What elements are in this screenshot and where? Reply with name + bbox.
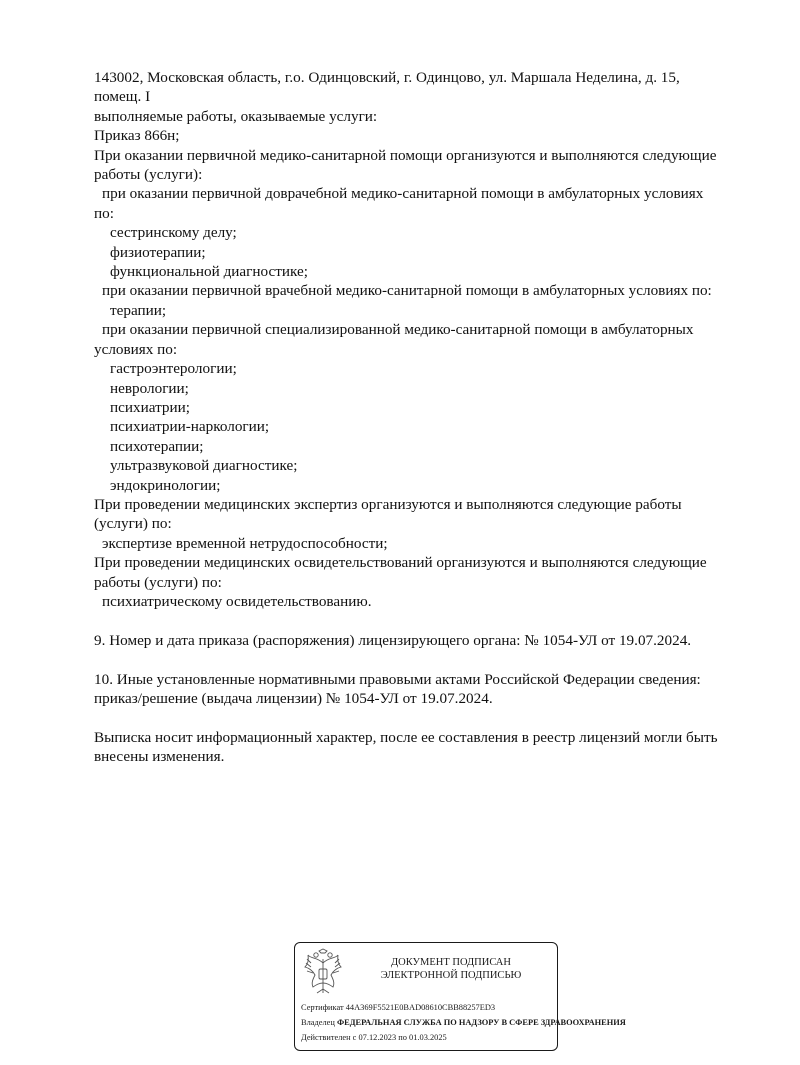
service-list-item: гастроэнтерологии;	[110, 360, 237, 378]
stamp-heading-line: ЭЛЕКТРОННОЙ ПОДПИСЬЮ	[380, 970, 522, 981]
disclaimer-note: Выписка носит информационный характер, после ее составления в реестр лицензий могли быть	[94, 728, 718, 746]
validity-row: Действителен с 07.12.2023 по 01.03.2025	[301, 1033, 447, 1042]
paragraph-gap	[94, 650, 754, 669]
order-reference: Приказ 866н;	[94, 127, 180, 145]
service-list-item: неврологии;	[110, 379, 189, 397]
specialized-care-heading: при оказании первичной специализированной медико-санитарной помощи в амбулаторных	[102, 321, 694, 339]
service-list-item: психотерапии;	[110, 437, 204, 455]
service-list-item: ультразвуковой диагностике;	[110, 457, 298, 475]
expertise-intro: (услуги) по:	[94, 515, 172, 533]
other-info-paragraph: приказ/решение (выдача лицензии) № 1054-УЛ от 19.07.2024.	[94, 689, 493, 707]
owner-value: ФЕДЕРАЛЬНАЯ СЛУЖБА ПО НАДЗОРУ В СФЕРЕ ЗДРАВООХРАНЕНИЯ	[336, 1018, 626, 1027]
address-line: 143002, Московская область, г.о. Одинцовский, г. Одинцово, ул. Маршала Неделина, д. 15,	[94, 69, 680, 86]
disclaimer-note: внесены изменения.	[94, 748, 225, 766]
service-list-item: физиотерапии;	[110, 243, 206, 261]
double-headed-eagle-icon	[303, 949, 343, 999]
owner-label: Владелец	[301, 1018, 335, 1027]
stamp-heading	[355, 956, 547, 982]
examination-intro: При проведении медицинских освидетельствований организуются и выполняются следующие	[94, 554, 707, 572]
paragraph-gap	[94, 611, 754, 630]
service-list-item: экспертизе временной нетрудоспособности;	[102, 534, 388, 552]
license-extract-body	[94, 68, 754, 767]
prehospital-care-heading: по:	[94, 204, 114, 222]
examination-intro: работы (услуги) по:	[94, 573, 222, 591]
certificate-value: 44A369F5521E0BAD08610CBB88257ED3	[345, 1003, 496, 1012]
address-line: помещ. I	[94, 88, 151, 106]
service-list-item: психиатрии;	[110, 398, 190, 416]
paragraph-gap	[94, 708, 754, 727]
physician-care-heading: при оказании первичной врачебной медико-санитарной помощи в амбулаторных условиях по:	[102, 282, 712, 300]
expertise-intro: При проведении медицинских экспертиз организуются и выполняются следующие работы	[94, 495, 682, 513]
service-list-item: психиатрии-наркологии;	[110, 418, 270, 436]
certificate-row	[301, 1003, 495, 1013]
works-header: выполняемые работы, оказываемые услуги:	[94, 107, 378, 125]
service-list-item: терапии;	[110, 301, 167, 319]
other-info-paragraph: 10. Иные установленные нормативными правовыми актами Российской Федерации сведения:	[94, 670, 701, 688]
service-list-item: эндокринологии;	[110, 476, 221, 494]
primary-care-intro: работы (услуги):	[94, 166, 203, 184]
primary-care-intro: При оказании первичной медико-санитарной помощи организуются и выполняются следующие	[94, 146, 717, 164]
service-list-item: психиатрическому освидетельствованию.	[102, 592, 372, 610]
order-number-paragraph: 9. Номер и дата приказа (распоряжения) лицензирующего органа: № 1054-УЛ от 19.07.2024.	[94, 631, 692, 649]
certificate-label: Сертификат	[301, 1003, 344, 1012]
service-list-item: функциональной диагностике;	[110, 263, 308, 281]
prehospital-care-heading: при оказании первичной доврачебной медико-санитарной помощи в амбулаторных условиях	[102, 185, 704, 203]
owner-row	[301, 1018, 626, 1028]
service-list-item: сестринскому делу;	[110, 224, 237, 242]
stamp-heading-line: ДОКУМЕНТ ПОДПИСАН	[391, 957, 511, 968]
specialized-care-heading: условиях по:	[94, 340, 178, 358]
electronic-signature-stamp	[294, 942, 626, 1051]
